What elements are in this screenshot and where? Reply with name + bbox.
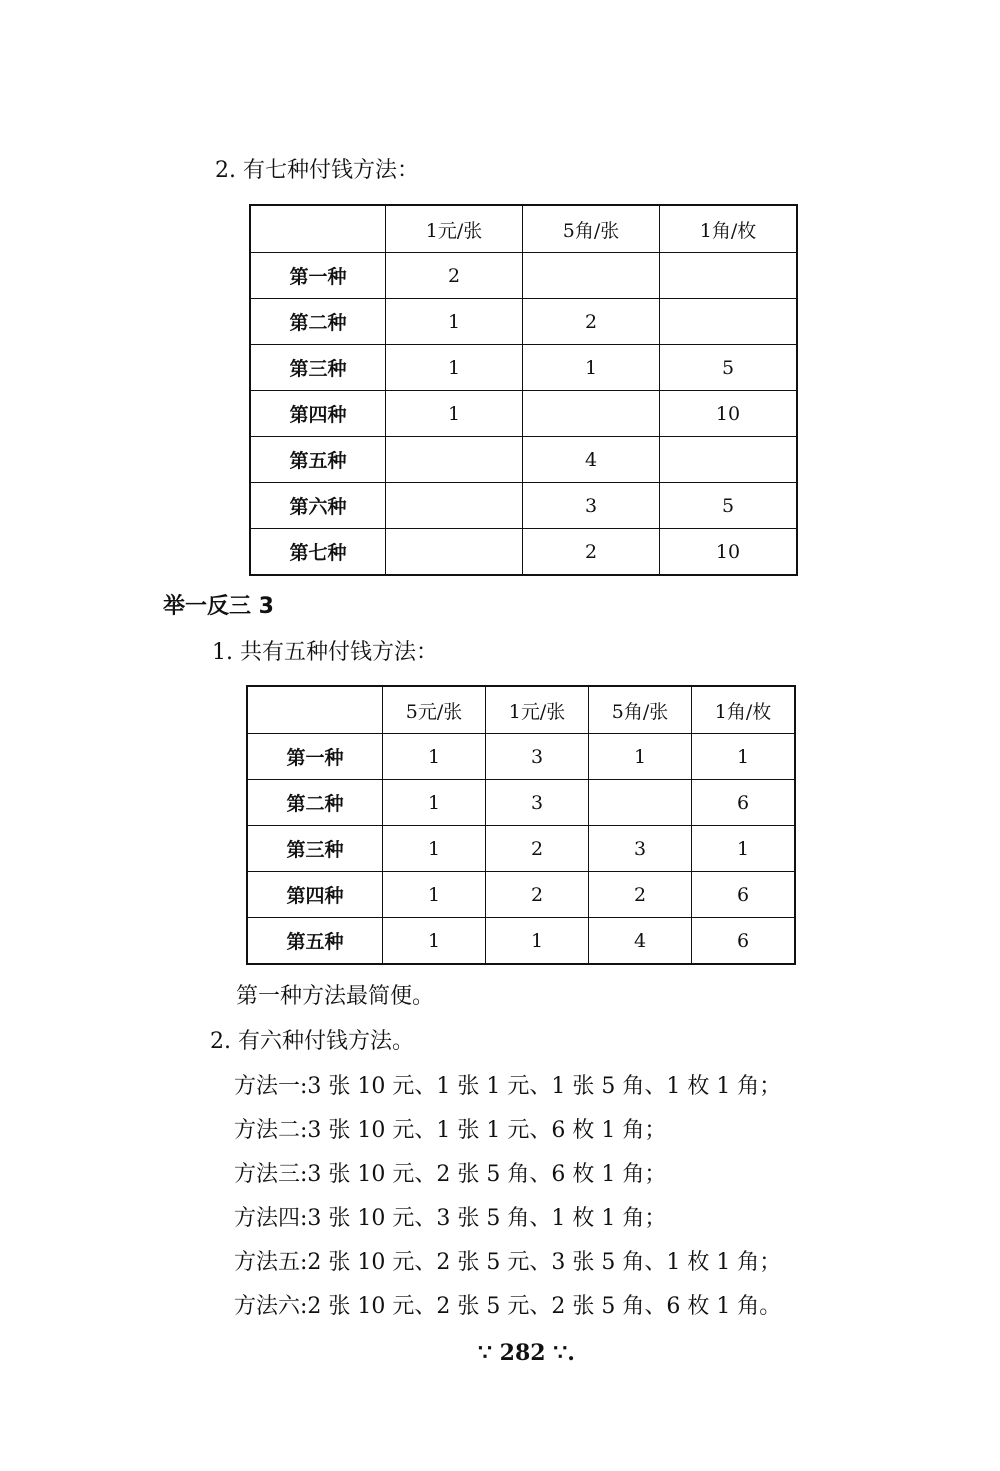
table-cell: 1 [692,734,796,780]
table-cell [660,299,798,345]
table-cell: 2 [523,529,660,576]
table-header-cell: 1角/枚 [660,205,798,253]
row-label: 第三种 [250,345,386,391]
row-label: 第二种 [250,299,386,345]
method-line: 方法二:3 张 10 元、1 张 1 元、6 枚 1 角； [234,1118,667,1143]
table-header-cell: 1元/张 [386,205,523,253]
table-row [247,780,795,826]
table-cell: 6 [692,872,796,918]
row-label: 第四种 [250,391,386,437]
method-line: 方法六:2 张 10 元、2 张 5 元、2 张 5 角、6 枚 1 角。 [234,1294,782,1319]
table-cell: 1 [383,918,486,965]
table-row [250,437,797,483]
section2-conclusion: 第一种方法最简便。 [236,984,435,1009]
section2-item1-heading: 1. 共有五种付钱方法： [212,640,438,665]
table-cell: 1 [383,734,486,780]
table-header-cell: 5角/张 [589,686,692,734]
payment-table-seven-ways [249,204,798,576]
row-label: 第五种 [250,437,386,483]
table-cell: 1 [386,345,523,391]
section1-heading: 2. 有七种付钱方法： [215,158,419,183]
table-cell: 1 [486,918,589,965]
table-cell [660,253,798,299]
table-cell: 1 [383,826,486,872]
table-cell: 5 [660,345,798,391]
section2-item2-heading: 2. 有六种付钱方法。 [210,1029,414,1054]
table-cell [589,780,692,826]
table-header-cell [247,686,383,734]
section2-title: 举一反三 3 [163,594,274,619]
table-row [250,299,797,345]
table-row [250,483,797,529]
row-label: 第五种 [247,918,383,965]
table-row [247,872,795,918]
table-cell: 2 [589,872,692,918]
table-row [247,918,795,965]
method-line: 方法三:3 张 10 元、2 张 5 角、6 枚 1 角； [234,1162,667,1187]
table-cell: 1 [383,780,486,826]
table-cell: 2 [523,299,660,345]
table-cell: 3 [589,826,692,872]
table-header-row [250,205,797,253]
table-cell: 6 [692,780,796,826]
table-cell: 4 [589,918,692,965]
table-cell [386,483,523,529]
table-cell: 4 [523,437,660,483]
table-cell: 10 [660,391,798,437]
table-header-cell: 1元/张 [486,686,589,734]
row-label: 第四种 [247,872,383,918]
table-row [250,391,797,437]
table-cell [523,391,660,437]
table-cell: 3 [486,734,589,780]
row-label: 第七种 [250,529,386,576]
table-cell: 1 [383,872,486,918]
table-cell: 5 [660,483,798,529]
table-row [247,734,795,780]
table-cell [523,253,660,299]
table-header-cell: 1角/枚 [692,686,796,734]
table-cell [386,529,523,576]
row-label: 第三种 [247,826,383,872]
table-header-row [247,686,795,734]
table-cell: 3 [486,780,589,826]
method-line: 方法五:2 张 10 元、2 张 5 元、3 张 5 角、1 枚 1 角； [234,1250,782,1275]
table-cell: 1 [386,299,523,345]
table-cell: 10 [660,529,798,576]
table-header-cell [250,205,386,253]
table-cell: 1 [692,826,796,872]
row-label: 第六种 [250,483,386,529]
table-row [250,345,797,391]
table-cell [386,437,523,483]
payment-table-five-ways [246,685,796,965]
table-cell: 3 [523,483,660,529]
row-label: 第二种 [247,780,383,826]
table-cell: 1 [386,391,523,437]
table-header-cell: 5角/张 [523,205,660,253]
table-cell: 1 [523,345,660,391]
row-label: 第一种 [247,734,383,780]
table-header-cell: 5元/张 [383,686,486,734]
table-row [250,253,797,299]
page-number: ∵ 282 ∵. [478,1340,575,1366]
table-cell: 6 [692,918,796,965]
table-cell: 2 [486,872,589,918]
table-cell: 2 [386,253,523,299]
table-row [250,529,797,576]
table-cell [660,437,798,483]
method-line: 方法四:3 张 10 元、3 张 5 角、1 枚 1 角； [234,1206,667,1231]
method-line: 方法一:3 张 10 元、1 张 1 元、1 张 5 角、1 枚 1 角； [234,1074,782,1099]
table-cell: 1 [589,734,692,780]
row-label: 第一种 [250,253,386,299]
table-cell: 2 [486,826,589,872]
table-row [247,826,795,872]
